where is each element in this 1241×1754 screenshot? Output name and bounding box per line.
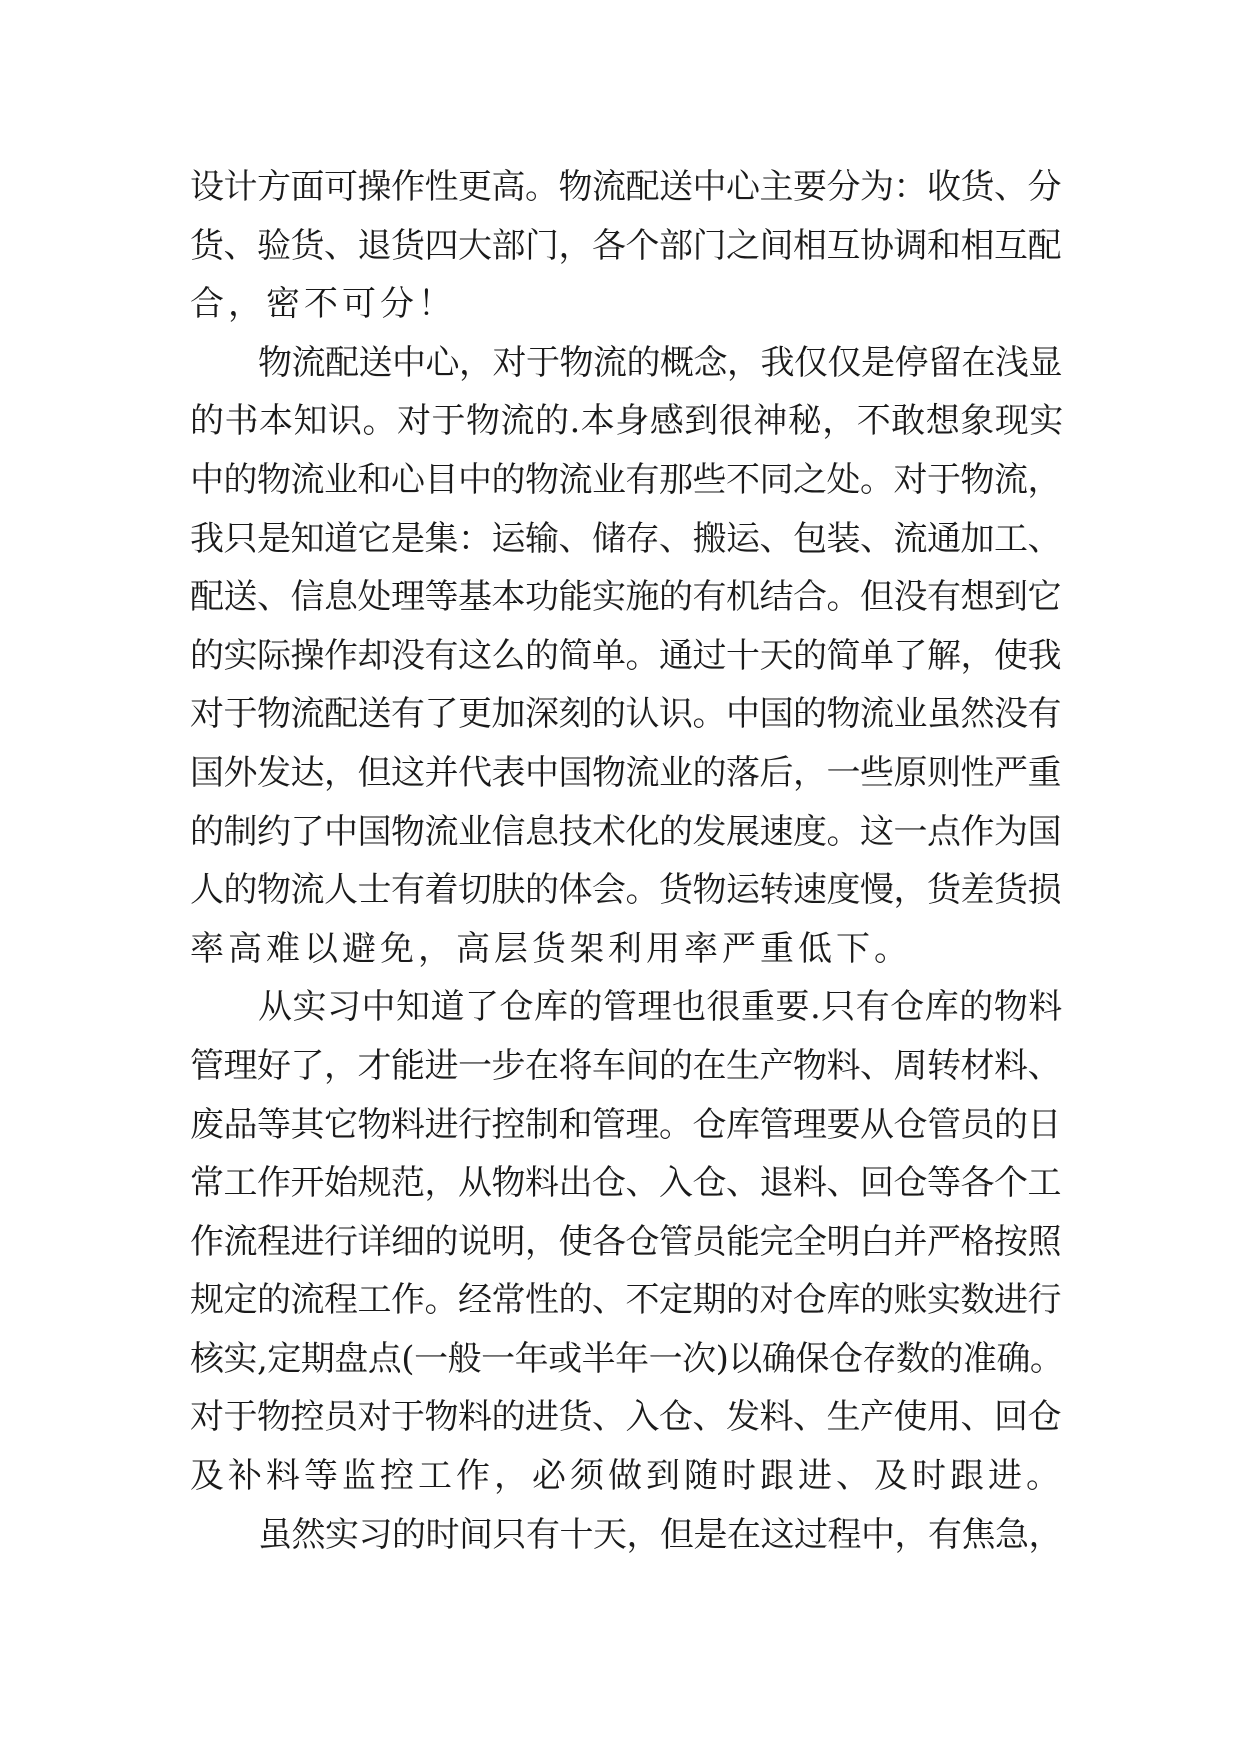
text-line: 对于物流配送有了更加深刻的认识。中国的物流业虽然没有	[190, 694, 1061, 735]
text-line: 对于物控员对于物料的进货、入仓、发料、生产使用、回仓	[190, 1397, 1061, 1438]
text-line: 人的物流人士有着切肤的体会。货物运转速度慢，货差货损	[190, 870, 1061, 911]
text-line: 配送、信息处理等基本功能实施的有机结合。但没有想到它	[190, 577, 1061, 618]
text-line: 作流程进行详细的说明，使各仓管员能完全明白并严格按照	[190, 1221, 1061, 1262]
paragraph-first-line: 从实习中知道了仓库的管理也很重要.只有仓库的物料	[258, 987, 1063, 1028]
text-line: 我只是知道它是集：运输、储存、搬运、包装、流通加工、	[190, 518, 1061, 559]
text-line: 及补料等监控工作，必须做到随时跟进、及时跟进。	[190, 1456, 1064, 1497]
text-line: 规定的流程工作。经常性的、不定期的对仓库的账实数进行	[190, 1280, 1061, 1321]
text-line: 核实,定期盘点(一般一年或半年一次)以确保仓存数的准确。	[190, 1338, 1064, 1379]
paragraph-first-line: 物流配送中心，对于物流的概念，我仅仅是停留在浅显	[258, 342, 1062, 383]
body-text	[190, 158, 1064, 1564]
text-line: 废品等其它物料进行控制和管理。仓库管理要从仓管员的日	[190, 1104, 1061, 1145]
text-line: 的实际操作却没有这么的简单。通过十天的简单了解，使我	[190, 635, 1061, 676]
text-line: 的书本知识。对于物流的.本身感到很神秘，不敢想象现实	[190, 401, 1064, 442]
paragraph-first-line: 虽然实习的时间只有十天，但是在这过程中，有焦急，	[258, 1514, 1062, 1555]
text-line: 合，密不可分！	[190, 284, 456, 325]
text-line: 货、验货、退货四大部门，各个部门之间相互协调和相互配	[190, 225, 1061, 266]
text-line: 设计方面可操作性更高。物流配送中心主要分为：收货、分	[190, 167, 1061, 207]
text-line: 中的物流业和心目中的物流业有那些不同之处。对于物流，	[190, 459, 1061, 500]
text-line: 的制约了中国物流业信息技术化的发展速度。这一点作为国	[190, 811, 1061, 852]
text-line: 国外发达，但这并代表中国物流业的落后，一些原则性严重	[190, 752, 1061, 793]
text-line: 管理好了，才能进一步在将车间的在生产物料、周转材料、	[190, 1045, 1061, 1086]
text-line: 率高难以避免，高层货架利用率严重低下。	[190, 928, 912, 969]
text-line: 常工作开始规范，从物料出仓、入仓、退料、回仓等各个工	[190, 1163, 1061, 1204]
